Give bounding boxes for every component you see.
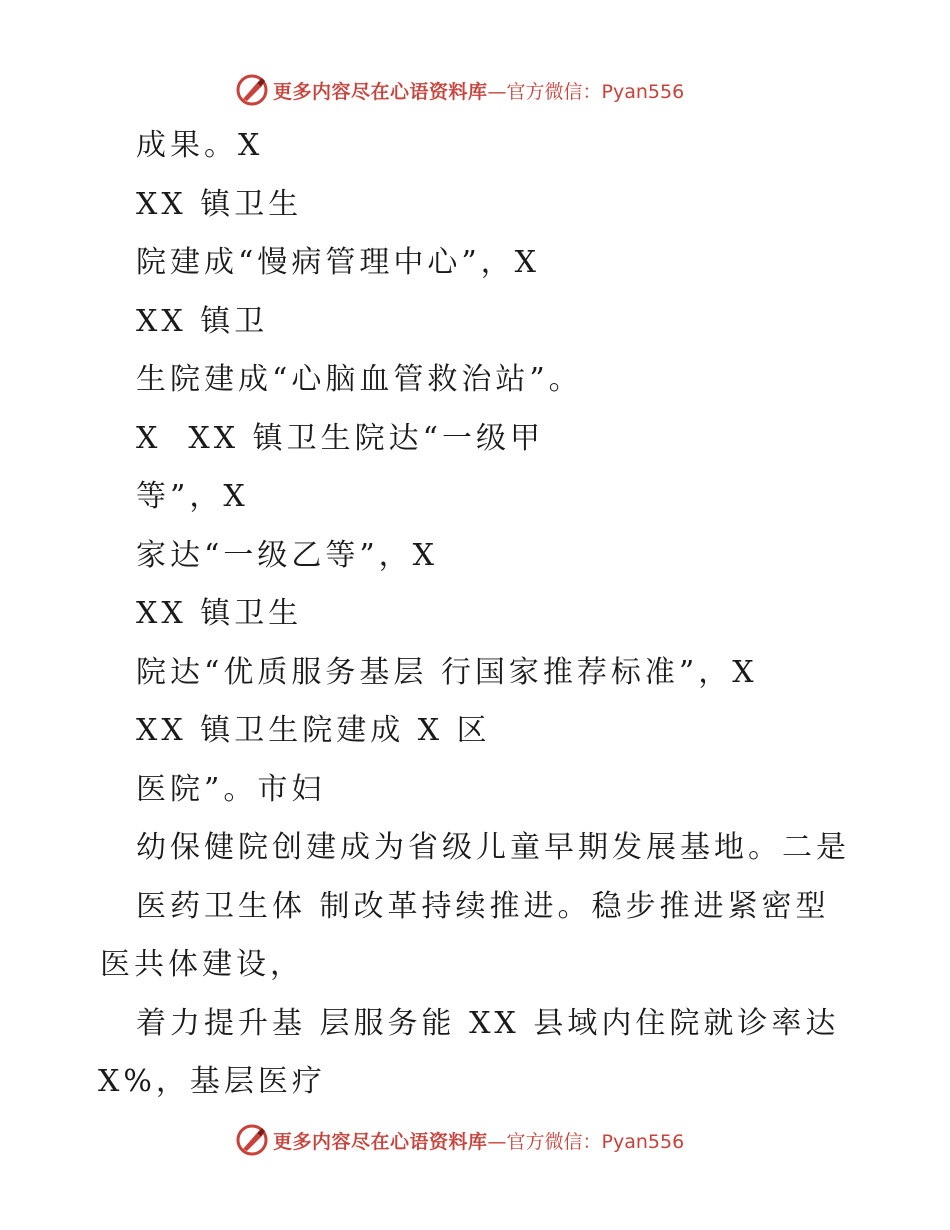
text-line: 等”，X <box>136 479 249 514</box>
text-line: X XX 镇卫生院达“一级甲 <box>136 421 545 456</box>
text-line: 成果。X <box>136 128 264 163</box>
text-line: 生院建成“心脑血管救治站”。 <box>136 362 583 397</box>
pen-logo-icon <box>235 73 269 107</box>
banner-lead-text: 更多内容尽在心语资料库 <box>273 1130 488 1153</box>
text-line: XX 镇卫生 <box>136 596 303 631</box>
banner-wechat-text: —官方微信：Pyan556 <box>487 1130 685 1153</box>
pen-logo-icon <box>235 1123 269 1157</box>
text-line: 医共体建设， <box>100 947 304 982</box>
text-line: 院达“优质服务基层 行国家推荐标准”，X <box>136 655 758 690</box>
text-line: XX 镇卫生院建成 X 区 <box>136 713 491 748</box>
text-line: 家达“一级乙等”，X <box>136 538 439 573</box>
text-line: XX 镇卫生 <box>136 187 303 222</box>
text-line: 医院”。市妇 <box>136 772 326 807</box>
banner-wechat-text: —官方微信：Pyan556 <box>487 80 685 103</box>
banner-lead-text: 更多内容尽在心语资料库 <box>273 80 488 103</box>
header-banner <box>235 72 684 108</box>
footer-banner <box>235 1122 684 1158</box>
text-line: XX 镇卫 <box>136 304 269 339</box>
text-line: 院建成“慢病管理中心”，X <box>136 245 541 280</box>
text-line: 医药卫生体 制改革持续推进。稳步推进紧密型 <box>136 889 830 924</box>
text-line: 幼保健院创建成为省级儿童早期发展基地。二是 <box>136 830 850 865</box>
text-line: X%，基层医疗 <box>98 1064 326 1099</box>
text-line: 着力提升基 层服务能 XX 县域内住院就诊率达 <box>136 1006 840 1041</box>
